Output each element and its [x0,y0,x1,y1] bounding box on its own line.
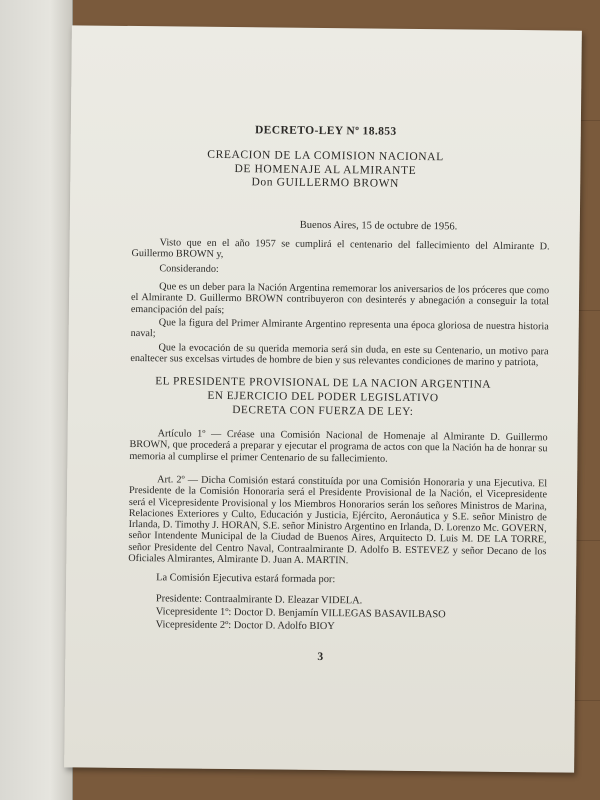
member-row: Vicepresidente 1º: Doctor D. Benjamín VILLEGAS BASAVILBASO [155,606,446,621]
paragraph-text: Que es un deber para la Nación Argentina rememorar los aniversarios de los próceres que como el Almirante D. Guillermo BROWN contribuyeron con desinterés y abnegación a conseguir la total emancipación del país; [130,281,550,316]
ejecutiva-members [156,592,446,634]
considerando-paragraph-1 [131,281,549,319]
considerando-label [131,263,549,279]
decree-heading-line: DECRETA CON FUERZA DE LEY: [232,403,414,418]
title-line: DE HOMENAJE AL ALMIRANTE [234,162,417,177]
member-row: Vicepresidente 2º: Doctor D. Adolfo BIOY [155,619,335,633]
visto-paragraph [131,237,549,264]
previous-page-edge [0,0,73,800]
page-number: 3 [317,650,324,664]
document-page [64,25,582,772]
decree-heading [68,374,578,421]
ejecutiva-title: La Comisión Ejecutiva estará formada por: [156,572,336,586]
article-1 [129,428,547,466]
article-2 [128,474,547,569]
paragraph-text: Que la figura del Primer Almirante Argentino representa una época gloriosa de nuestra historia naval; [130,317,549,340]
visto-text: Visto que en el año 1957 se cumplirá el centenario del fallecimiento del Almirante D. Guillermo BROWN y, [131,237,550,261]
considerando-paragraph-3 [130,342,548,369]
member-row: Presidente: Contraalmirante D. Eleazar VIDELA. [155,593,363,607]
date-line: Buenos Aires, 15 de octubre de 1956. [299,219,458,233]
document-title [70,147,580,193]
decree-number: DECRETO-LEY Nº 18.853 [254,124,397,138]
considerando-text: Considerando: [159,263,219,275]
decree-heading-line: EN EJERCICIO DEL PODER LEGISLATIVO [207,389,439,405]
paragraph-text: Que la evocación de su querida memoria será sin duda, en este su Centenario, un motivo para enaltecer sus excelsas virtudes de hombre de bien y sus relevantes condiciones de marino y patriota, [130,342,549,369]
considerando-paragraph-2 [131,317,549,344]
article-text: Art. 2º — Dicha Comisión estará constituída por una Comisión Honoraria y una Ejecutiva. El Presidente de la Comisión Honoraria será el Presidente Provisional de la Nación, el Vicepresidente será el Vicepresidente Provisional y los Miembros Honorarios serán los señores Ministros de Marina, Relaciones Exteriores y Culto, Educación y Justicia, Ejército, Aeronáutica y S.E. señor Ministro de Irlanda, D. Timothy J. HORAN, S.E. señor Ministro Argentino en Irlanda, D. Lorenzo Mc. GOVERN, señor Intendente Municipal de la Ciudad de Buenos Aires, Arquitecto D. Luis M. DE LA TORRE, señor Presidente del Centro Naval, Contraalmirante D. Adolfo B. ESTEVEZ y señor Decano de los Oficiales Almirantes, Almirante D. Juan A. MARTIN. [128,474,548,567]
title-line: CREACION DE LA COMISION NACIONAL [207,148,444,164]
title-line: Don GUILLERMO BROWN [251,176,400,190]
article-text: Artículo 1º — Créase una Comisión Nacional de Homenaje al Almirante D. Guillermo BROWN, que procederá a preparar y ejecutar el programa de actos con que la Nación ha de honrar su memoria al cumplirse el primer Centenario de su fallecimiento. [129,428,548,465]
decree-heading-line: EL PRESIDENTE PROVISIONAL DE LA NACION ARGENTINA [155,375,492,391]
